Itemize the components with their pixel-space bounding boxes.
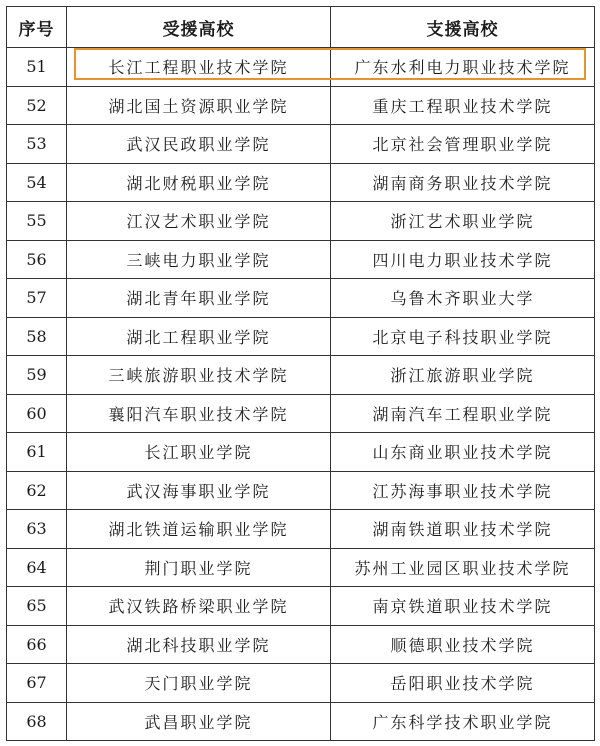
supporting-school-cell: 广东水利电力职业技术学院 [331,48,595,87]
supporting-school-cell: 广东科学技术职业学院 [331,702,595,741]
assistance-table [6,6,595,741]
recipient-school-cell: 江汉艺术职业学院 [67,202,331,241]
serial-number-cell: 66 [7,625,67,664]
recipient-school-cell: 湖北铁道运输职业学院 [67,510,331,549]
serial-number-cell: 65 [7,587,67,626]
recipient-school-cell: 武昌职业学院 [67,702,331,741]
supporting-school-cell: 四川电力职业技术学院 [331,240,595,279]
recipient-school-cell: 三峡电力职业学院 [67,240,331,279]
supporting-school-cell: 岳阳职业技术学院 [331,664,595,703]
header-supporting-school: 支援高校 [331,7,595,48]
supporting-school-cell: 浙江艺术职业学院 [331,202,595,241]
recipient-school-cell: 长江工程职业技术学院 [67,48,331,87]
table-row [7,548,595,587]
table-header-row [7,7,595,48]
header-recipient-school: 受援高校 [67,7,331,48]
serial-number-cell: 55 [7,202,67,241]
table-row [7,664,595,703]
table-row [7,125,595,164]
table-row [7,471,595,510]
serial-number-cell: 62 [7,471,67,510]
recipient-school-cell: 湖北工程职业学院 [67,317,331,356]
supporting-school-cell: 湖南铁道职业技术学院 [331,510,595,549]
table-row [7,625,595,664]
recipient-school-cell: 湖北青年职业学院 [67,279,331,318]
serial-number-cell: 54 [7,163,67,202]
supporting-school-cell: 湖南汽车工程职业学院 [331,394,595,433]
serial-number-cell: 63 [7,510,67,549]
recipient-school-cell: 襄阳汽车职业技术学院 [67,394,331,433]
recipient-school-cell: 武汉铁路桥梁职业学院 [67,587,331,626]
table-row [7,433,595,472]
table-row [7,86,595,125]
supporting-school-cell: 南京铁道职业技术学院 [331,587,595,626]
table-row [7,702,595,741]
recipient-school-cell: 湖北财税职业学院 [67,163,331,202]
serial-number-cell: 57 [7,279,67,318]
table-row [7,279,595,318]
recipient-school-cell: 湖北国土资源职业学院 [67,86,331,125]
recipient-school-cell: 长江职业学院 [67,433,331,472]
serial-number-cell: 68 [7,702,67,741]
table-row [7,163,595,202]
supporting-school-cell: 重庆工程职业技术学院 [331,86,595,125]
table-row [7,48,595,87]
table-row [7,240,595,279]
recipient-school-cell: 三峡旅游职业技术学院 [67,356,331,395]
serial-number-cell: 58 [7,317,67,356]
serial-number-cell: 56 [7,240,67,279]
serial-number-cell: 52 [7,86,67,125]
serial-number-cell: 61 [7,433,67,472]
recipient-school-cell: 武汉海事职业学院 [67,471,331,510]
supporting-school-cell: 山东商业职业技术学院 [331,433,595,472]
supporting-school-cell: 湖南商务职业技术学院 [331,163,595,202]
serial-number-cell: 59 [7,356,67,395]
recipient-school-cell: 荆门职业学院 [67,548,331,587]
recipient-school-cell: 天门职业学院 [67,664,331,703]
supporting-school-cell: 苏州工业园区职业技术学院 [331,548,595,587]
header-serial-number: 序号 [7,7,67,48]
supporting-school-cell: 江苏海事职业技术学院 [331,471,595,510]
assistance-table-container [6,6,594,741]
recipient-school-cell: 湖北科技职业学院 [67,625,331,664]
supporting-school-cell: 乌鲁木齐职业大学 [331,279,595,318]
table-body [7,48,595,741]
table-row [7,587,595,626]
recipient-school-cell: 武汉民政职业学院 [67,125,331,164]
table-row [7,317,595,356]
serial-number-cell: 53 [7,125,67,164]
table-row [7,394,595,433]
serial-number-cell: 51 [7,48,67,87]
table-row [7,510,595,549]
supporting-school-cell: 顺德职业技术学院 [331,625,595,664]
supporting-school-cell: 北京社会管理职业学院 [331,125,595,164]
serial-number-cell: 60 [7,394,67,433]
supporting-school-cell: 北京电子科技职业学院 [331,317,595,356]
table-row [7,202,595,241]
serial-number-cell: 64 [7,548,67,587]
table-row [7,356,595,395]
serial-number-cell: 67 [7,664,67,703]
supporting-school-cell: 浙江旅游职业学院 [331,356,595,395]
